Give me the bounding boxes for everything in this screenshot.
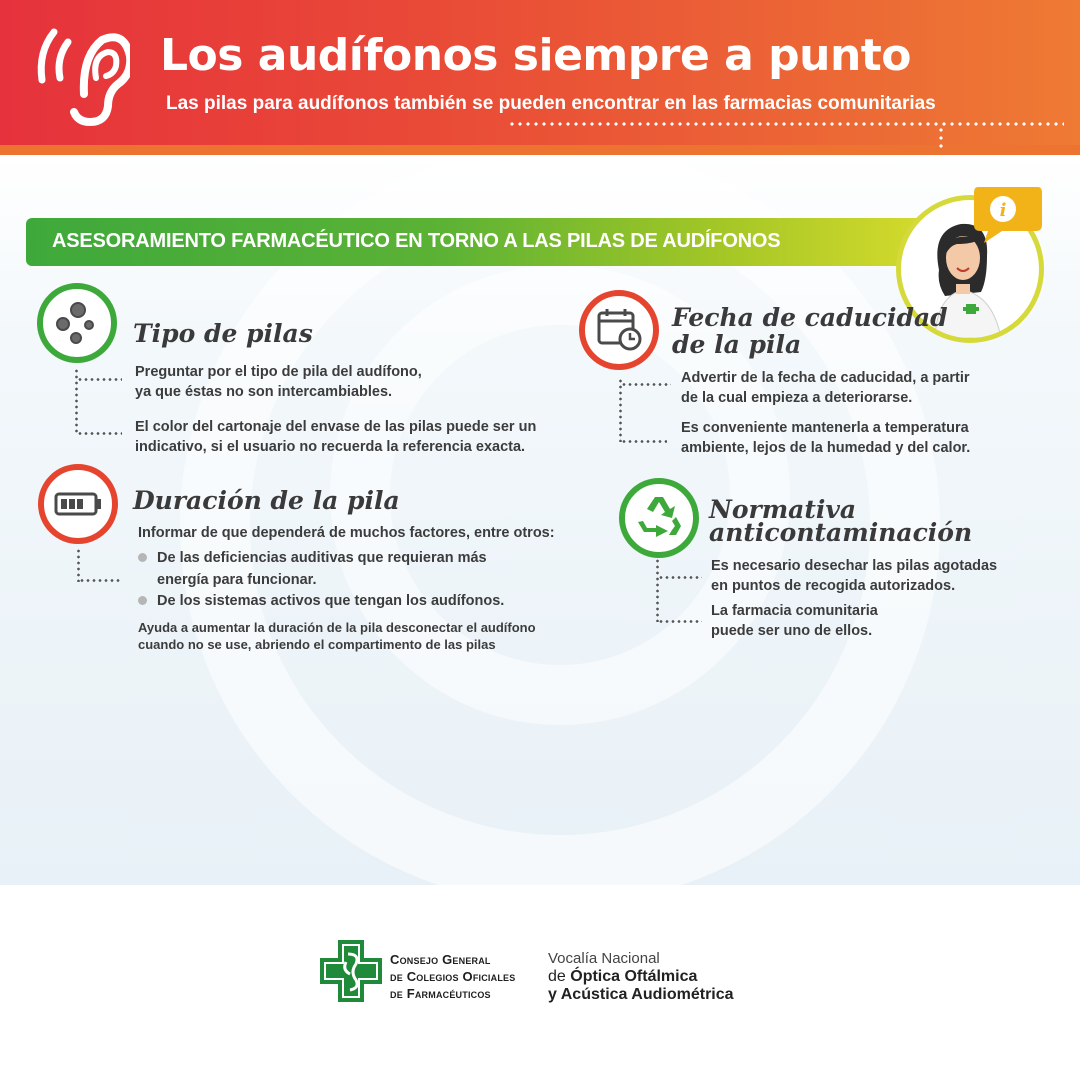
text-line: Es necesario desechar las pilas agotadas bbox=[711, 558, 998, 574]
section-title-duracion: Duración de la pila bbox=[133, 486, 400, 515]
section-title-normativa: Normativa bbox=[709, 495, 857, 524]
section-title-tipo: Tipo de pilas bbox=[133, 319, 313, 348]
dotted-connector bbox=[658, 576, 702, 579]
text-line: Informar de que dependerá de muchos factores, entre otros: bbox=[138, 525, 555, 541]
text-line: puede ser uno de ellos. bbox=[711, 623, 873, 639]
dotted-connector bbox=[77, 378, 122, 381]
dotted-connector bbox=[658, 620, 702, 623]
vocalia-line: Vocalía Nacional bbox=[548, 950, 660, 967]
header-dotted-line-drop bbox=[939, 126, 943, 150]
page-subtitle: Las pilas para audífonos también se pueden encontrar en las farmacias comunitarias bbox=[166, 93, 936, 114]
bullet bbox=[138, 553, 147, 562]
org-name-line: Consejo General bbox=[390, 952, 491, 967]
section-banner-title: ASESORAMIENTO FARMACÉUTICO EN TORNO A LAS PILAS DE AUDÍFONOS bbox=[52, 230, 781, 252]
text-line: indicativo, si el usuario no recuerda la referencia exacta. bbox=[135, 439, 526, 455]
dotted-connector bbox=[621, 440, 667, 443]
text-line: Preguntar por el tipo de pila del audífono, bbox=[135, 364, 422, 380]
text-line: energía para funcionar. bbox=[157, 572, 317, 588]
svg-text:i: i bbox=[999, 200, 1007, 221]
recycle-icon bbox=[619, 478, 699, 558]
dotted-connector bbox=[79, 579, 121, 582]
footer bbox=[0, 885, 1080, 1080]
pharmacy-cross-logo-icon bbox=[320, 940, 382, 1002]
ear-icon bbox=[34, 22, 130, 126]
vocalia-prefix: de bbox=[548, 968, 571, 985]
info-icon bbox=[972, 181, 1044, 247]
text-line: El color del cartonaje del envase de las pilas puede ser un bbox=[135, 419, 537, 435]
section-title-normativa-2: anticontaminación bbox=[709, 518, 973, 547]
section-title-fecha-2: de la pila bbox=[672, 330, 802, 359]
org-name-line: de Colegios Oficiales bbox=[390, 969, 516, 984]
dotted-connector bbox=[619, 378, 622, 442]
section-title-fecha: Fecha de caducidad bbox=[672, 303, 948, 332]
text-line: De las deficiencias auditivas que requieran más bbox=[157, 550, 487, 566]
text-note: Ayuda a aumentar la duración de la pila desconectar el audífono bbox=[138, 620, 536, 635]
vocalia-bold: Óptica Oftálmica bbox=[570, 968, 698, 985]
page-title: Los audífonos siempre a punto bbox=[160, 30, 912, 81]
dotted-connector bbox=[621, 383, 671, 386]
text-line: ya que éstas no son intercambiables. bbox=[135, 384, 393, 400]
vocalia-line: y Acústica Audiométrica bbox=[548, 986, 734, 1003]
header-dotted-line bbox=[508, 122, 1064, 126]
text-line: en puntos de recogida autorizados. bbox=[711, 578, 956, 594]
calendar-clock-icon bbox=[579, 290, 659, 370]
bullet bbox=[138, 596, 147, 605]
dotted-connector bbox=[656, 558, 659, 622]
dotted-connector bbox=[77, 548, 80, 582]
text-line: La farmacia comunitaria bbox=[711, 603, 878, 619]
vocalia-line bbox=[548, 968, 697, 986]
text-line: De los sistemas activos que tengan los audífonos. bbox=[157, 593, 505, 609]
text-line: Es conveniente mantenerla a temperatura bbox=[681, 420, 969, 436]
text-line: ambiente, lejos de la humedad y del calor. bbox=[681, 440, 971, 456]
header-strip bbox=[0, 145, 1080, 155]
battery-cells-icon bbox=[37, 283, 117, 363]
text-line: de la cual empieza a deteriorarse. bbox=[681, 390, 913, 406]
battery-level-icon bbox=[38, 464, 118, 544]
text-line: Advertir de la fecha de caducidad, a partir bbox=[681, 370, 970, 386]
dotted-connector bbox=[77, 432, 122, 435]
org-name-line: de Farmacéuticos bbox=[390, 986, 491, 1001]
text-note: cuando no se use, abriendo el compartimento de las pilas bbox=[138, 637, 496, 652]
